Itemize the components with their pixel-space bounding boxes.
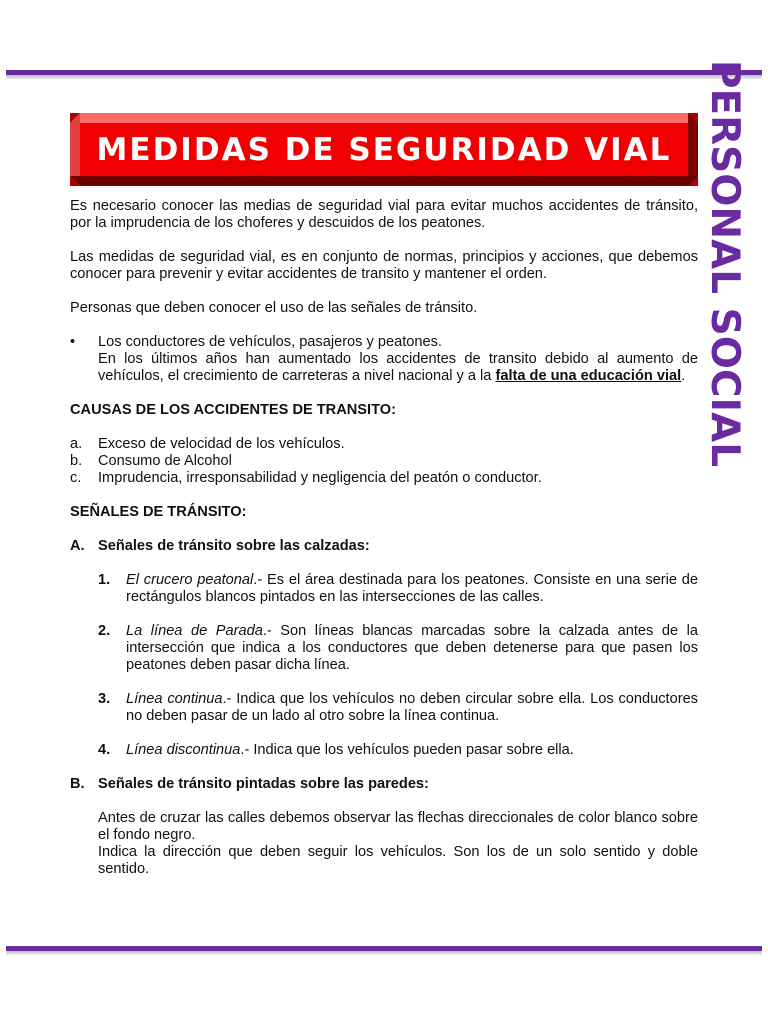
list-text: Imprudencia, irresponsabilidad y negligencia del peatón o conductor. <box>98 470 542 486</box>
list-marker: a. <box>70 436 83 452</box>
title-banner <box>70 113 698 186</box>
section-a-heading <box>70 538 698 555</box>
bullet-mark: • <box>70 334 76 350</box>
numbered-item <box>98 742 698 759</box>
document-body <box>70 198 698 878</box>
bottom-divider <box>6 946 762 955</box>
item-text: .- Indica que los vehículos no deben circular sobre ella. Los conductores no deben pasar de un lado al otro sobre la línea continua. <box>126 691 698 724</box>
section-title: Señales de tránsito sobre las calzadas: <box>98 538 370 554</box>
section-marker: A. <box>70 538 85 554</box>
side-label-text: PERSONAL SOCIAL <box>702 59 748 467</box>
numbered-item <box>98 691 698 725</box>
side-label <box>702 59 748 467</box>
item-number: 2. <box>98 623 111 639</box>
bullet-text: En los últimos años han aumentado los accidentes de transito debido al aumento de vehículos, el crecimiento de carreteras a nivel nacional y a la <box>98 351 698 384</box>
list-item <box>70 436 698 453</box>
audience-paragraph: Personas que deben conocer el uso de las señales de tránsito. <box>70 300 478 316</box>
page-title: MEDIDAS DE SEGURIDAD VIAL <box>96 131 672 168</box>
signals-heading: SEÑALES DE TRÁNSITO: <box>70 504 247 520</box>
list-marker: c. <box>70 470 82 486</box>
section-marker: B. <box>70 776 85 792</box>
item-number: 4. <box>98 742 111 758</box>
causes-heading: CAUSAS DE LOS ACCIDENTES DE TRANSITO: <box>70 402 396 418</box>
item-text: .- Son líneas blancas marcadas sobre la calzada antes de la intersección que indica a los conductores que deben detenerse para que pasen los peatones deben pasar dicha línea. <box>126 623 698 673</box>
section-b-heading <box>70 776 698 793</box>
item-text: .- Es el área destinada para los peatones. Consiste en una serie de rectángulos blancos pintados en las intersecciones de las calles. <box>126 572 698 605</box>
item-number: 3. <box>98 691 111 707</box>
bullet-end: . <box>681 368 686 384</box>
top-divider <box>6 70 762 79</box>
item-term: Línea discontinua <box>126 742 241 758</box>
item-number: 1. <box>98 572 111 588</box>
list-marker: b. <box>70 453 83 469</box>
definition-paragraph: Las medidas de seguridad vial, es en conjunto de normas, principios y acciones, que debemos conocer para prevenir y evitar accidentes de transito y mantener el orden. <box>70 249 698 282</box>
list-item <box>70 453 698 470</box>
numbered-item <box>98 572 698 606</box>
item-term: Línea continua <box>126 691 223 707</box>
item-term: El crucero peatonal <box>126 572 254 588</box>
section-title: Señales de tránsito pintadas sobre las paredes: <box>98 776 429 792</box>
bullet-emphasis: falta de una educación vial <box>495 368 682 384</box>
intro-paragraph: Es necesario conocer las medias de seguridad vial para evitar muchos accidentes de tránsito, por la imprudencia de los choferes y descuidos de los peatones. <box>70 198 698 231</box>
list-item <box>70 470 698 487</box>
item-text: .- Indica que los vehículos pueden pasar sobre ella. <box>240 742 574 758</box>
list-text: Exceso de velocidad de los vehículos. <box>98 436 345 452</box>
numbered-item <box>98 623 698 674</box>
causes-list <box>70 436 698 487</box>
item-term: La línea de Parada <box>126 623 263 639</box>
bullet-item <box>70 334 698 385</box>
bullet-line: Los conductores de vehículos, pasajeros y peatones. <box>98 334 442 350</box>
section-b-paragraph: Antes de cruzar las calles debemos observar las flechas direccionales de color blanco sobre el fondo negro. <box>98 810 698 843</box>
section-b-paragraph: Indica la dirección que deben seguir los vehículos. Son los de un solo sentido y doble sentido. <box>98 844 698 877</box>
list-text: Consumo de Alcohol <box>98 453 232 469</box>
